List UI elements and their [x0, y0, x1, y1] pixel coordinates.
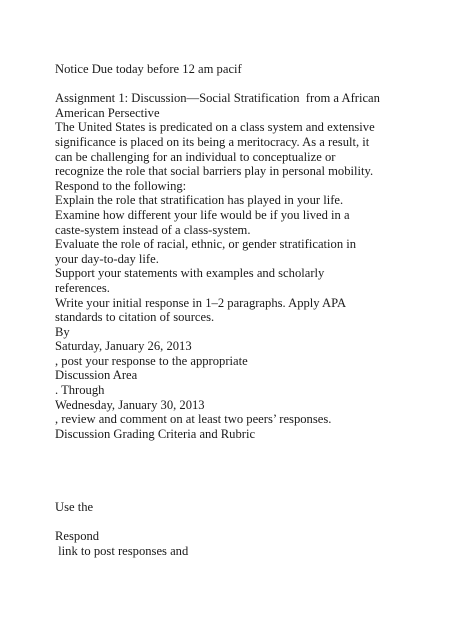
blank-line [55, 485, 445, 500]
text-line: Evaluate the role of racial, ethnic, or gender stratification in [55, 237, 357, 252]
text-line: , post your response to the appropriate [55, 353, 248, 368]
text-line-respond: Respond [55, 529, 100, 543]
text-line: can be challenging for an individual to conceptualize or [55, 149, 336, 164]
text-line-rubric: Discussion Grading Criteria and Rubric [55, 426, 256, 441]
text-line: , review and comment on at least two peers’ responses. [55, 412, 332, 427]
text-line: references. [55, 280, 110, 295]
text-line-notice: Notice Due today before 12 am pacif [55, 62, 242, 76]
text-line-date: Wednesday, January 30, 2013 [55, 397, 205, 412]
text-line: recognize the role that social barriers play in personal mobility. [55, 164, 374, 179]
text-line: link to post responses and [55, 543, 189, 558]
text-line: significance is placed on its being a meritocracy. As a result, it [55, 134, 370, 149]
text-line: your day-to-day life. [55, 251, 159, 266]
blank-line [55, 456, 445, 471]
text-line-assignment-title: Assignment 1: Discussion—Social Stratification from a African [55, 91, 380, 106]
blank-line [55, 514, 445, 529]
text-line: Explain the role that stratification has played in your life. [55, 193, 344, 208]
blank-line [55, 441, 445, 456]
text-line-assignment-title-cont: American Persective [55, 105, 160, 120]
text-line: Use the [55, 499, 94, 514]
text-line-respond-heading: Respond to the following: [55, 178, 187, 193]
text-line: Write your initial response in 1–2 paragraphs. Apply APA [55, 295, 347, 310]
text-line: caste-system instead of a class-system. [55, 222, 251, 237]
blank-line [55, 77, 445, 92]
text-line: Examine how different your life would be if you lived in a [55, 207, 350, 222]
text-line: By [55, 324, 70, 339]
text-line: The United States is predicated on a class system and extensive [55, 120, 375, 135]
text-line: Support your statements with examples and scholarly [55, 266, 325, 281]
document-body [55, 62, 445, 558]
blank-line [55, 471, 445, 486]
text-line-discussion-area: Discussion Area [55, 368, 138, 383]
text-line: . Through [55, 383, 105, 398]
text-line-date: Saturday, January 26, 2013 [55, 339, 192, 354]
text-line: standards to citation of sources. [55, 310, 215, 325]
